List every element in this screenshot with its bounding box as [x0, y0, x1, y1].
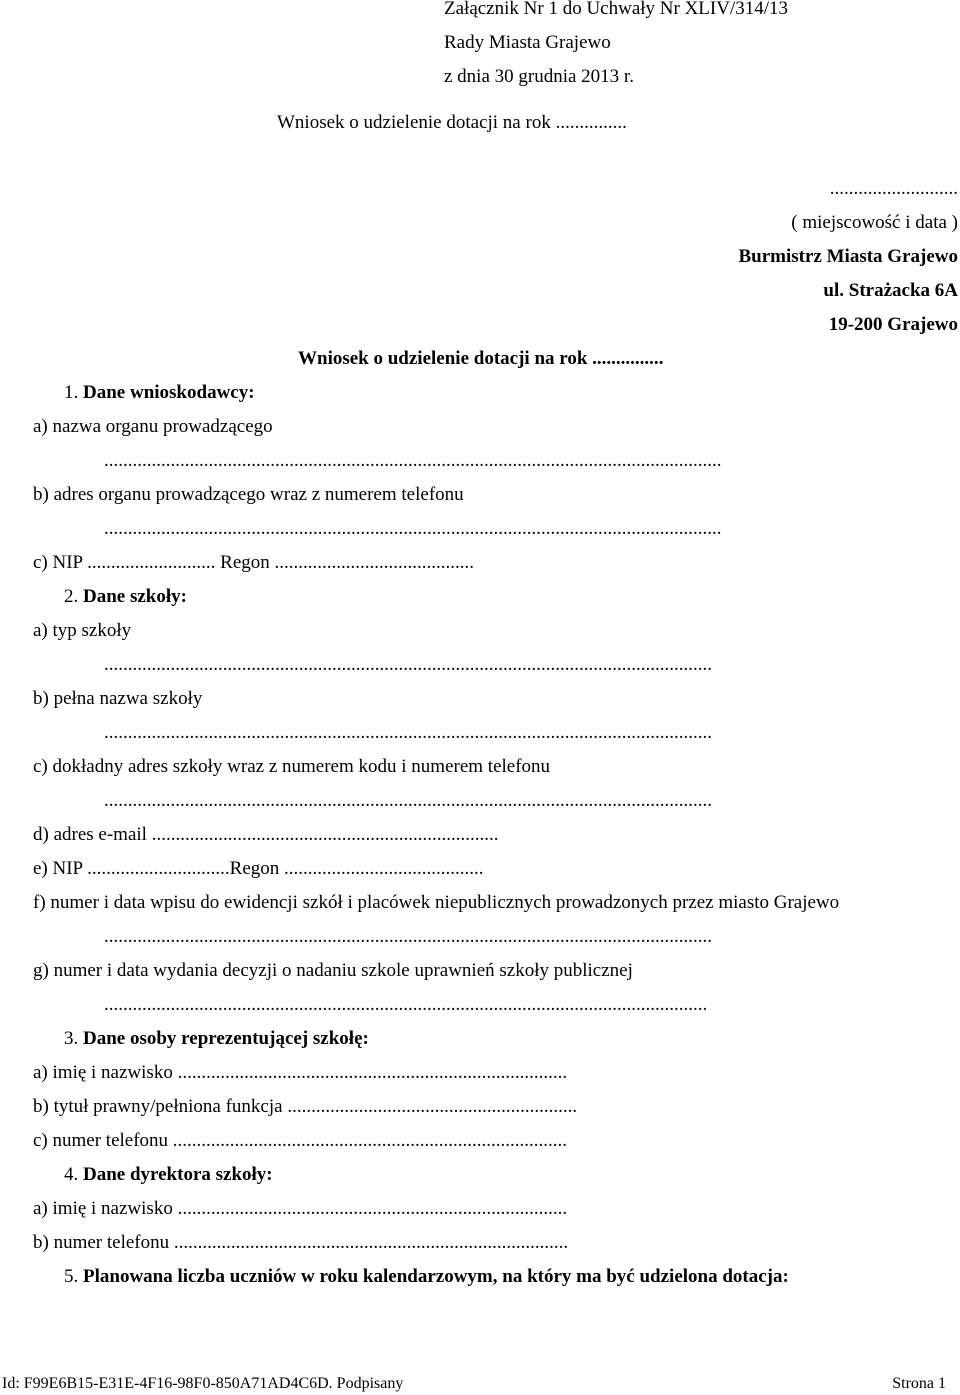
s2-a-label: a) typ szkoły [33, 620, 132, 641]
s4-b-line: b) numer telefonu ................................................................................... [33, 1232, 569, 1253]
section-1-heading [64, 382, 255, 404]
addressee-city: 19-200 Grajewo [828, 314, 958, 335]
section-3-heading [64, 1028, 369, 1050]
s3-a-line: a) imię i nazwisko .................................................................................. [33, 1062, 568, 1083]
place-date-dots: ........................... [829, 178, 958, 199]
s1-b-dots: .................................................................................................................................. [104, 518, 722, 539]
section-3-title: Dane osoby reprezentującej szkołę: [83, 1028, 369, 1049]
s2-g-label: g) numer i data wydania decyzji o nadaniu szkole uprawnień szkoły publicznej [33, 960, 633, 981]
section-5-heading [64, 1266, 789, 1288]
section-4-number: 4. [64, 1164, 79, 1185]
section-2-heading [64, 586, 187, 608]
s1-a-dots: .................................................................................................................................. [104, 450, 722, 471]
section-4-title: Dane dyrektora szkoły: [83, 1164, 273, 1185]
footer-page-number: Strona 1 [892, 1375, 946, 1392]
section-4-heading [64, 1164, 273, 1186]
s2-c-dots: ................................................................................................................................ [104, 790, 712, 811]
s1-c-line: c) NIP ........................... Regon .......................................... [33, 552, 475, 573]
council-name: Rady Miasta Grajewo [444, 32, 611, 53]
s2-a-dots: ................................................................................................................................ [104, 654, 712, 675]
section-1-title: Dane wnioskodawcy: [83, 382, 255, 403]
s2-f-label: f) numer i data wpisu do ewidencji szkół i placówek niepublicznych prowadzonych przez miasto Grajewo [33, 892, 840, 913]
resolution-date: z dnia 30 grudnia 2013 r. [444, 66, 634, 87]
attachment-header: Załącznik Nr 1 do Uchwały Nr XLIV/314/13 [444, 0, 789, 19]
s2-c-label: c) dokładny adres szkoły wraz z numerem kodu i numerem telefonu [33, 756, 551, 777]
addressee-name: Burmistrz Miasta Grajewo [738, 246, 958, 267]
s1-b-label: b) adres organu prowadzącego wraz z numerem telefonu [33, 484, 464, 505]
section-5-number: 5. [64, 1266, 79, 1287]
s2-d-line: d) adres e-mail ......................................................................... [33, 824, 499, 845]
section-1-number: 1. [64, 382, 79, 403]
s2-f-dots: ................................................................................................................................ [104, 926, 712, 947]
s2-g-dots: ............................................................................................................................... [104, 994, 708, 1015]
addressee-street: ul. Strażacka 6A [823, 280, 958, 301]
s2-e-line: e) NIP ..............................Regon .......................................... [33, 858, 484, 879]
section-5-title: Planowana liczba uczniów w roku kalendarzowym, na który ma być udzielona dotacja: [83, 1266, 789, 1287]
s1-a-label: a) nazwa organu prowadzącego [33, 416, 273, 437]
top-title: Wniosek o udzielenie dotacji na rok ............... [277, 112, 627, 133]
footer-document-id: Id: F99E6B15-E31E-4F16-98F0-850A71AD4C6D. Podpisany [2, 1375, 404, 1392]
place-date-label: ( miejscowość i data ) [791, 212, 958, 233]
s2-b-dots: ................................................................................................................................ [104, 722, 712, 743]
s2-b-label: b) pełna nazwa szkoły [33, 688, 203, 709]
s3-c-line: c) numer telefonu ................................................................................... [33, 1130, 568, 1151]
section-2-title: Dane szkoły: [83, 586, 187, 607]
s3-b-line: b) tytuł prawny/pełniona funkcja ............................................................. [33, 1096, 578, 1117]
section-2-number: 2. [64, 586, 79, 607]
s4-a-line: a) imię i nazwisko .................................................................................. [33, 1198, 568, 1219]
application-title: Wniosek o udzielenie dotacji na rok ............... [298, 348, 664, 369]
section-3-number: 3. [64, 1028, 79, 1049]
